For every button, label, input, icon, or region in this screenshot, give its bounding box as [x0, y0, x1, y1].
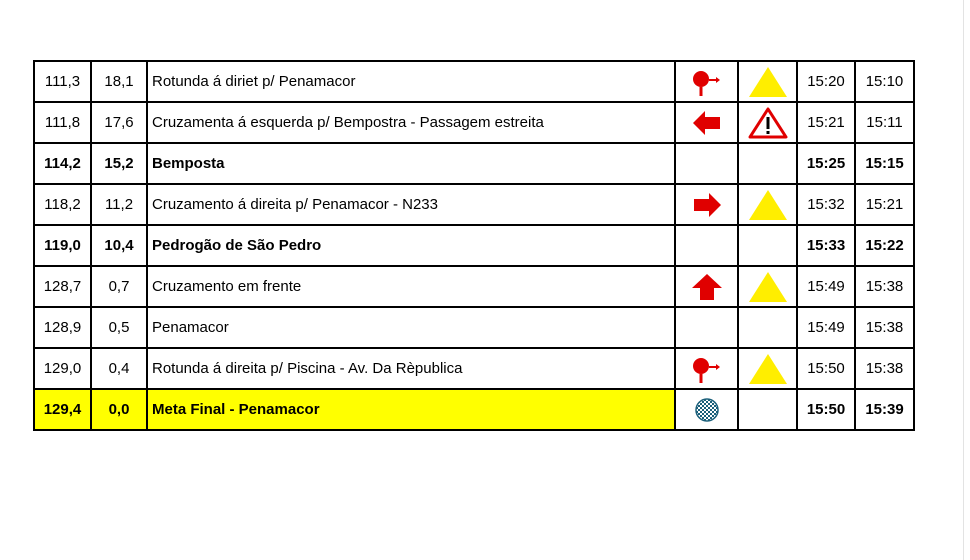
description-cell: Rotunda á direita p/ Piscina - Av. Da Rèpublica	[147, 348, 675, 389]
direction-icon-cell	[675, 348, 738, 389]
time-cell: 15:49	[797, 266, 855, 307]
total-distance-cell: 129,0	[34, 348, 91, 389]
description-cell: Cruzamento á direita p/ Penamacor - N233	[147, 184, 675, 225]
roundabout-icon	[680, 67, 733, 97]
warning-icon-cell	[738, 348, 797, 389]
yellow-triangle-icon	[743, 66, 792, 98]
description-cell: Meta Final - Penamacor	[147, 389, 675, 430]
arrow-left-icon	[680, 110, 733, 136]
checkered-flag-icon	[680, 397, 733, 423]
time-cell: 15:21	[855, 184, 914, 225]
roundabout-icon	[680, 354, 733, 384]
partial-distance-cell: 0,5	[91, 307, 147, 348]
time-cell: 15:39	[855, 389, 914, 430]
description-cell: Rotunda á diriet p/ Penamacor	[147, 61, 675, 102]
direction-icon-cell	[675, 61, 738, 102]
total-distance-cell: 111,8	[34, 102, 91, 143]
total-distance-cell: 128,7	[34, 266, 91, 307]
time-cell: 15:15	[855, 143, 914, 184]
arrow-up-icon	[680, 273, 733, 301]
time-cell: 15:20	[797, 61, 855, 102]
description-cell: Cruzamento em frente	[147, 266, 675, 307]
yellow-triangle-icon	[743, 189, 792, 221]
partial-distance-cell: 0,0	[91, 389, 147, 430]
direction-icon-cell	[675, 389, 738, 430]
table-row	[34, 348, 914, 389]
partial-distance-cell: 0,4	[91, 348, 147, 389]
direction-icon-cell	[675, 184, 738, 225]
direction-icon-cell	[675, 266, 738, 307]
time-cell: 15:33	[797, 225, 855, 266]
warning-icon-cell	[738, 61, 797, 102]
warning-icon-cell	[738, 307, 797, 348]
table-row	[34, 102, 914, 143]
total-distance-cell: 129,4	[34, 389, 91, 430]
total-distance-cell: 119,0	[34, 225, 91, 266]
time-cell: 15:38	[855, 348, 914, 389]
arrow-right-icon	[680, 192, 733, 218]
table-row	[34, 61, 914, 102]
description-cell: Bemposta	[147, 143, 675, 184]
direction-icon-cell	[675, 225, 738, 266]
time-cell: 15:38	[855, 266, 914, 307]
warning-icon-cell	[738, 143, 797, 184]
partial-distance-cell: 17,6	[91, 102, 147, 143]
yellow-triangle-icon	[743, 353, 792, 385]
partial-distance-cell: 0,7	[91, 266, 147, 307]
yellow-triangle-icon	[743, 271, 792, 303]
time-cell: 15:32	[797, 184, 855, 225]
description-cell: Pedrogão de São Pedro	[147, 225, 675, 266]
direction-icon-cell	[675, 307, 738, 348]
partial-distance-cell: 15,2	[91, 143, 147, 184]
description-cell: Cruzamenta á esquerda p/ Bempostra - Passagem estreita	[147, 102, 675, 143]
total-distance-cell: 118,2	[34, 184, 91, 225]
warning-icon-cell	[738, 225, 797, 266]
description-cell: Penamacor	[147, 307, 675, 348]
danger-warning-icon	[743, 107, 792, 139]
partial-distance-cell: 18,1	[91, 61, 147, 102]
direction-icon-cell	[675, 143, 738, 184]
time-cell: 15:11	[855, 102, 914, 143]
time-cell: 15:21	[797, 102, 855, 143]
time-cell: 15:38	[855, 307, 914, 348]
total-distance-cell: 111,3	[34, 61, 91, 102]
table-row	[34, 389, 914, 430]
table-row	[34, 266, 914, 307]
page-edge	[963, 0, 964, 560]
warning-icon-cell	[738, 389, 797, 430]
warning-icon-cell	[738, 266, 797, 307]
table-row	[34, 307, 914, 348]
total-distance-cell: 114,2	[34, 143, 91, 184]
warning-icon-cell	[738, 184, 797, 225]
total-distance-cell: 128,9	[34, 307, 91, 348]
partial-distance-cell: 11,2	[91, 184, 147, 225]
time-cell: 15:50	[797, 348, 855, 389]
partial-distance-cell: 10,4	[91, 225, 147, 266]
table-row	[34, 184, 914, 225]
time-cell: 15:49	[797, 307, 855, 348]
warning-icon-cell	[738, 102, 797, 143]
time-cell: 15:50	[797, 389, 855, 430]
table-row	[34, 143, 914, 184]
table-row	[34, 225, 914, 266]
time-cell: 15:25	[797, 143, 855, 184]
time-cell: 15:22	[855, 225, 914, 266]
time-cell: 15:10	[855, 61, 914, 102]
direction-icon-cell	[675, 102, 738, 143]
roadbook-table	[33, 60, 915, 431]
